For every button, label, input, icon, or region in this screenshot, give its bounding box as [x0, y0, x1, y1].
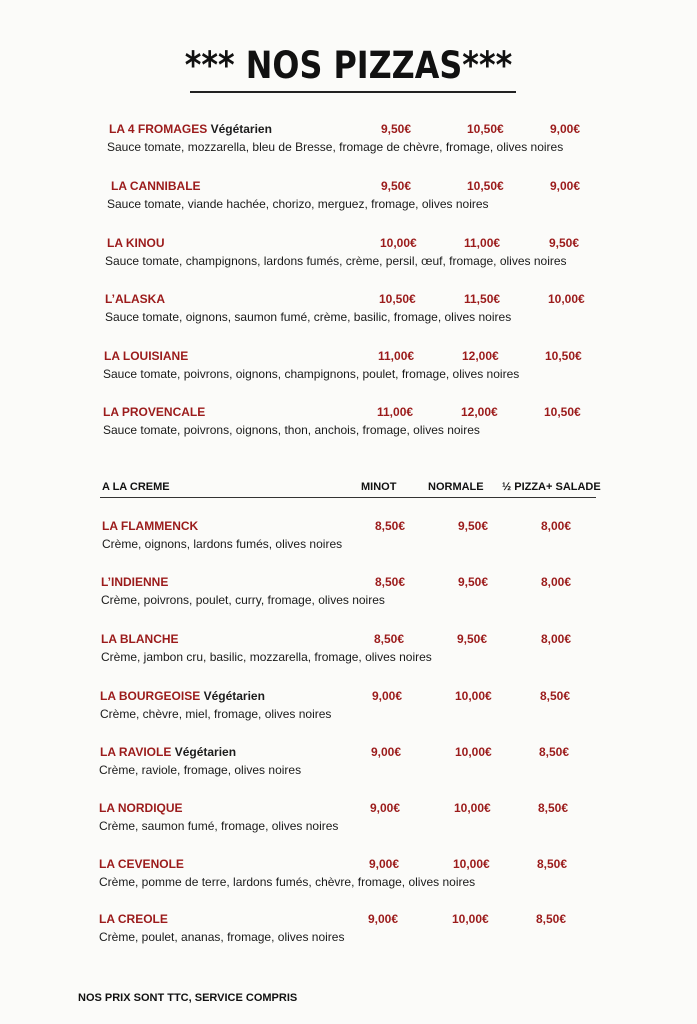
price-minot: 9,00€: [369, 857, 400, 871]
price-normale: 12,00€: [461, 405, 498, 419]
column-header-normale: NORMALE: [428, 481, 484, 493]
price-minot: 8,50€: [375, 575, 406, 589]
price-minot: 11,00€: [378, 349, 415, 363]
price-half-salad: 8,50€: [536, 912, 567, 926]
price-normale: 10,00€: [453, 857, 490, 871]
price-normale: 10,50€: [467, 179, 504, 193]
item-description: Crème, poulet, ananas, fromage, olives noires: [99, 930, 345, 944]
price-half-salad: 10,00€: [548, 292, 585, 306]
menu-item: [0, 745, 697, 785]
price-half-salad: 8,00€: [541, 519, 572, 533]
section-heading: A LA CREME: [102, 481, 170, 493]
item-name: LA 4 FROMAGES Végétarien: [109, 122, 272, 136]
menu-item: [0, 575, 697, 615]
price-half-salad: 10,50€: [544, 405, 581, 419]
item-name: LA CANNIBALE: [111, 179, 201, 193]
item-name: LA CEVENOLE: [99, 857, 184, 871]
menu-item: [0, 519, 697, 559]
item-description: Sauce tomate, champignons, lardons fumés, crème, persil, œuf, fromage, olives noires: [105, 254, 567, 268]
item-tag: Végétarien: [203, 689, 265, 703]
price-half-salad: 9,00€: [550, 179, 581, 193]
item-tag: Végétarien: [210, 122, 272, 136]
item-name: LA RAVIOLE Végétarien: [100, 745, 237, 759]
menu-item: [0, 801, 697, 841]
item-description: Crème, pomme de terre, lardons fumés, chèvre, fromage, olives noires: [99, 875, 476, 889]
price-minot: 9,00€: [372, 689, 403, 703]
menu-item: [0, 179, 697, 219]
price-normale: 10,00€: [455, 689, 492, 703]
item-name: LA PROVENCALE: [103, 405, 206, 419]
price-normale: 11,00€: [464, 236, 501, 250]
price-minot: 8,50€: [374, 632, 405, 646]
item-description: Crème, poivrons, poulet, curry, fromage, olives noires: [101, 593, 385, 607]
item-name: LA FLAMMENCK: [102, 519, 199, 533]
price-minot: 9,00€: [371, 745, 402, 759]
item-name: L’ALASKA: [105, 292, 165, 306]
item-name: LA LOUISIANE: [104, 349, 189, 363]
page-title: *** NOS PIZZAS***: [184, 44, 513, 87]
price-half-salad: 8,50€: [540, 689, 571, 703]
price-minot: 11,00€: [377, 405, 414, 419]
menu-item: [0, 292, 697, 332]
item-description: Crème, jambon cru, basilic, mozzarella, fromage, olives noires: [101, 650, 432, 664]
price-minot: 8,50€: [375, 519, 406, 533]
price-half-salad: 10,50€: [545, 349, 582, 363]
price-half-salad: 8,00€: [541, 632, 572, 646]
price-minot: 10,00€: [380, 236, 417, 250]
price-normale: 9,50€: [457, 632, 488, 646]
title-underline: [190, 91, 516, 93]
price-minot: 9,50€: [381, 179, 412, 193]
item-description: Crème, saumon fumé, fromage, olives noires: [99, 819, 339, 833]
menu-item: [0, 632, 697, 672]
item-name: LA BLANCHE: [101, 632, 179, 646]
menu-item: [0, 405, 697, 445]
footer-note: NOS PRIX SONT TTC, SERVICE COMPRIS: [78, 992, 298, 1004]
price-normale: 9,50€: [458, 519, 489, 533]
price-normale: 10,00€: [455, 745, 492, 759]
menu-item: [0, 236, 697, 276]
price-half-salad: 9,50€: [549, 236, 580, 250]
item-name: LA NORDIQUE: [99, 801, 183, 815]
price-normale: 9,50€: [458, 575, 489, 589]
column-header-minot: MINOT: [361, 481, 397, 493]
menu-item: [0, 689, 697, 729]
price-normale: 10,00€: [454, 801, 491, 815]
item-name: LA BOURGEOISE Végétarien: [100, 689, 265, 703]
item-description: Crème, raviole, fromage, olives noires: [99, 763, 302, 777]
section-divider: [100, 497, 596, 498]
price-half-salad: 8,50€: [538, 801, 569, 815]
item-description: Crème, chèvre, miel, fromage, olives noires: [100, 707, 332, 721]
cream-section-header: [0, 481, 697, 501]
item-name: LA CREOLE: [99, 912, 168, 926]
price-minot: 9,00€: [368, 912, 399, 926]
item-tag: Végétarien: [174, 745, 237, 759]
price-half-salad: 9,00€: [550, 122, 581, 136]
item-name: LA KINOU: [107, 236, 165, 250]
menu-item: [0, 912, 697, 952]
item-description: Sauce tomate, viande hachée, chorizo, merguez, fromage, olives noires: [107, 197, 489, 211]
column-header-half-salad: ½ PIZZA+ SALADE: [502, 481, 601, 493]
price-normale: 11,50€: [464, 292, 501, 306]
menu-item: [0, 122, 697, 162]
item-description: Sauce tomate, mozzarella, bleu de Bresse, fromage de chèvre, fromage, olives noires: [107, 140, 564, 154]
price-minot: 9,00€: [370, 801, 401, 815]
menu-item: [0, 349, 697, 389]
item-description: Sauce tomate, poivrons, oignons, thon, anchois, fromage, olives noires: [103, 423, 480, 437]
price-normale: 12,00€: [462, 349, 499, 363]
menu-item: [0, 857, 697, 897]
item-description: Crème, oignons, lardons fumés, olives noires: [102, 537, 343, 551]
price-normale: 10,50€: [467, 122, 504, 136]
item-name: L’INDIENNE: [101, 575, 169, 589]
price-minot: 9,50€: [381, 122, 412, 136]
item-description: Sauce tomate, poivrons, oignons, champignons, poulet, fromage, olives noires: [103, 367, 520, 381]
price-half-salad: 8,50€: [539, 745, 570, 759]
price-minot: 10,50€: [379, 292, 416, 306]
price-half-salad: 8,50€: [537, 857, 568, 871]
price-half-salad: 8,00€: [541, 575, 572, 589]
price-normale: 10,00€: [452, 912, 489, 926]
item-description: Sauce tomate, oignons, saumon fumé, crème, basilic, fromage, olives noires: [105, 310, 512, 324]
